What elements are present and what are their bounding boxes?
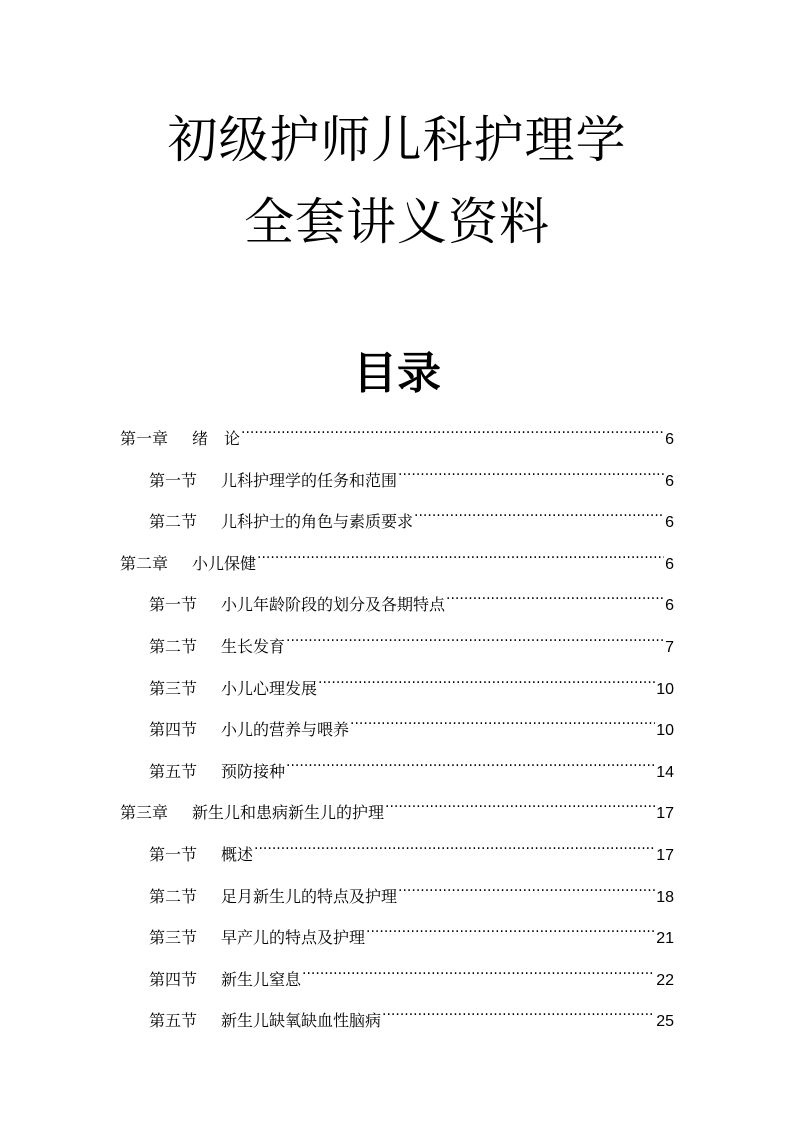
toc-page-number: 18 xyxy=(656,888,674,906)
toc-entry-label: 第五节 xyxy=(149,761,198,781)
toc-entry-label: 第二节 xyxy=(149,886,198,906)
toc-entry-title: 生长发育 xyxy=(221,637,286,656)
toc-section-entry[interactable] xyxy=(149,747,674,781)
toc-dot-leader xyxy=(254,830,655,860)
toc-entry-title: 小儿保健 xyxy=(192,553,257,573)
toc-dot-leader xyxy=(257,539,664,569)
toc-entry-label: 第一节 xyxy=(149,595,198,615)
toc-page-number: 17 xyxy=(656,805,674,823)
toc-entry-title: 新生儿窒息 xyxy=(221,969,302,989)
toc-page-number: 25 xyxy=(656,1013,674,1031)
toc-entry-title: 早产儿的特点及护理 xyxy=(221,928,366,948)
toc-dot-leader xyxy=(302,955,655,985)
toc-page-number: 17 xyxy=(656,847,674,864)
toc-dot-leader xyxy=(414,497,664,527)
toc-entry-label: 第四节 xyxy=(149,720,198,740)
toc-entry-title: 小儿心理发展 xyxy=(221,678,318,698)
toc-entry-label: 第三节 xyxy=(149,678,198,698)
toc-section-entry[interactable] xyxy=(149,996,674,1031)
toc-page-number: 6 xyxy=(665,472,674,490)
toc-entry-title: 小儿年龄阶段的划分及各期特点 xyxy=(221,595,446,615)
toc-section-entry[interactable] xyxy=(149,580,674,615)
toc-section-entry[interactable] xyxy=(149,497,674,532)
toc-entry-title: 儿科护理学的任务和范围 xyxy=(221,470,398,490)
toc-dot-leader xyxy=(398,872,655,902)
toc-entry-label: 第三节 xyxy=(149,928,198,948)
toc-section-entry[interactable] xyxy=(149,955,674,989)
document-title-line-1: 初级护师儿科护理学 xyxy=(167,111,627,169)
toc-chapter-entry[interactable] xyxy=(120,414,674,448)
toc-chapter-entry[interactable] xyxy=(120,539,674,573)
toc-page-number: 10 xyxy=(656,680,674,698)
toc-section-entry[interactable] xyxy=(149,872,674,906)
toc-dot-leader xyxy=(350,705,655,735)
toc-dot-leader xyxy=(382,996,655,1026)
toc-entry-title: 新生儿和患病新生儿的护理 xyxy=(192,803,385,823)
toc-page-number: 6 xyxy=(665,555,674,573)
toc-section-entry[interactable] xyxy=(149,913,674,948)
toc-entry-label: 第一章 xyxy=(120,429,169,448)
toc-heading: 目录 xyxy=(353,348,441,399)
toc-entry-title: 绪 论 xyxy=(192,429,241,448)
toc-entry-label: 第四节 xyxy=(149,969,198,989)
toc-page-number: 6 xyxy=(665,514,674,532)
toc-entry-label: 第一节 xyxy=(149,470,198,490)
toc-dot-leader xyxy=(385,788,655,818)
toc-entry-title: 足月新生儿的特点及护理 xyxy=(221,886,398,906)
toc-entry-label: 第三章 xyxy=(120,803,169,823)
toc-entry-label: 第二节 xyxy=(149,512,198,532)
toc-entry-title: 小儿的营养与喂养 xyxy=(221,720,350,740)
toc-page-number: 6 xyxy=(665,597,674,615)
toc-dot-leader xyxy=(286,747,655,777)
toc-dot-leader xyxy=(318,664,655,694)
toc-section-entry[interactable] xyxy=(149,664,674,698)
toc-page-number: 21 xyxy=(656,930,674,948)
toc-section-entry[interactable] xyxy=(149,622,674,656)
toc-entry-title: 预防接种 xyxy=(221,761,286,781)
toc-page-number: 22 xyxy=(656,971,674,989)
toc-dot-leader xyxy=(446,580,664,610)
toc-dot-leader xyxy=(398,456,664,486)
toc-page-number: 14 xyxy=(656,763,674,781)
toc-dot-leader xyxy=(286,622,664,652)
toc-page-number: 7 xyxy=(665,639,674,656)
toc-entry-title: 新生儿缺氧缺血性脑病 xyxy=(221,1011,382,1031)
toc-page-number: 6 xyxy=(665,431,674,448)
toc-section-entry[interactable] xyxy=(149,705,674,740)
toc-entry-title: 儿科护士的角色与素质要求 xyxy=(221,512,414,532)
toc-entry-label: 第二节 xyxy=(149,637,198,656)
toc-section-entry[interactable] xyxy=(149,456,674,490)
toc-dot-leader xyxy=(241,414,664,444)
toc-entry-label: 第二章 xyxy=(120,553,169,573)
toc-dot-leader xyxy=(366,913,655,943)
toc-chapter-entry[interactable] xyxy=(120,788,674,823)
toc-page-number: 10 xyxy=(656,722,674,740)
toc-section-entry[interactable] xyxy=(149,830,674,864)
document-title-line-2: 全套讲义资料 xyxy=(244,193,550,251)
toc-entry-label: 第五节 xyxy=(149,1011,198,1031)
toc-entry-title: 概述 xyxy=(221,845,254,864)
toc-entry-label: 第一节 xyxy=(149,845,198,864)
